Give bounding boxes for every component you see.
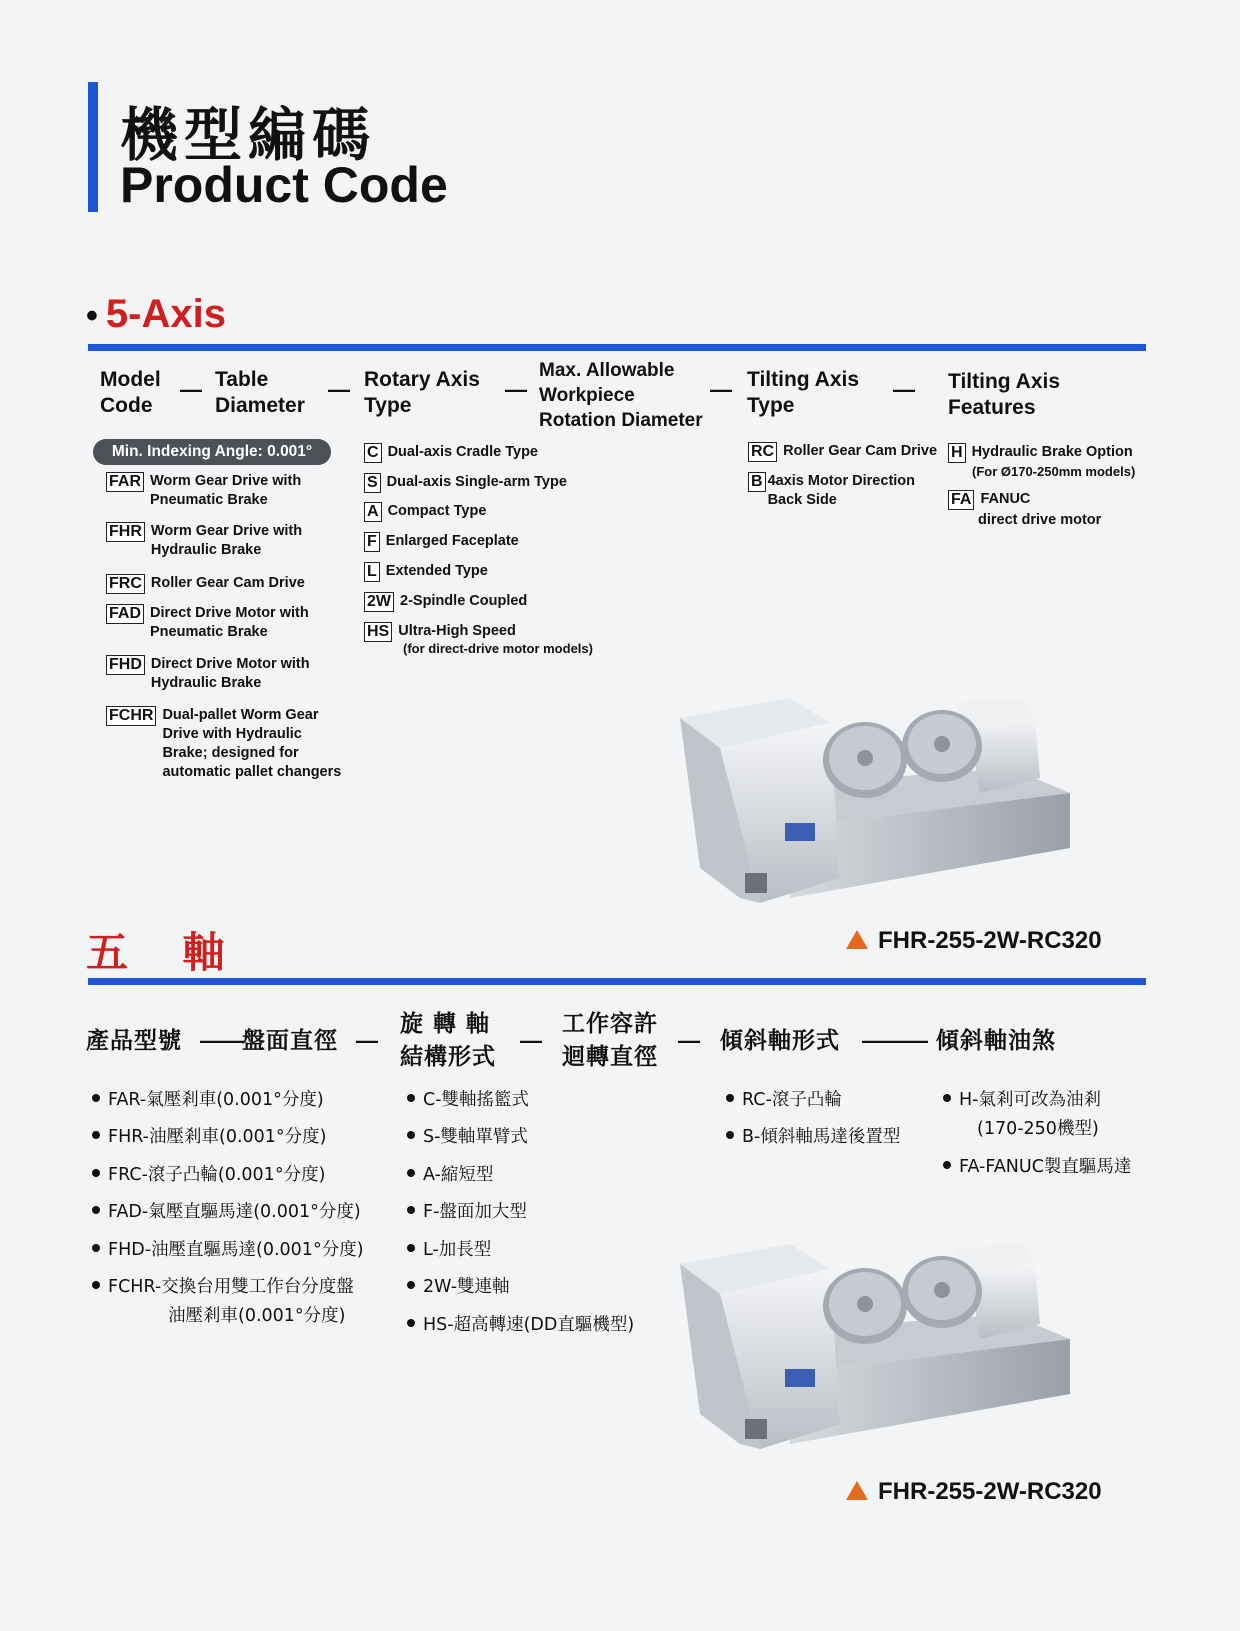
header-dash-5: — bbox=[893, 377, 915, 402]
zh-tilting-item: B-傾斜軸馬達後置型 bbox=[726, 1126, 900, 1148]
product-caption-2: FHR-255-2W-RC320 bbox=[846, 1478, 1102, 1506]
model-code-fad: FAD Direct Drive Motor with Pneumatic Brake bbox=[106, 604, 309, 642]
zh-header-features: 傾斜軸油煞 bbox=[936, 1028, 1056, 1054]
triangle-icon bbox=[846, 930, 868, 949]
header-max-allowable: Max. Allowable Workpiece Rotation Diameter bbox=[539, 360, 703, 431]
header-dash-4: — bbox=[710, 377, 732, 402]
zh-header-rotary: 旋 轉 軸 結構形式 bbox=[400, 1011, 496, 1070]
section-title-text: 5-Axis bbox=[105, 292, 226, 336]
rotary-type-a: A Compact Type bbox=[364, 502, 486, 522]
zh-model-item: FHR-油壓剎車(0.001°分度) bbox=[92, 1126, 327, 1148]
zh-rotary-item: HS-超高轉速(DD直驅機型) bbox=[407, 1314, 634, 1336]
zh-header-table: 盤面直徑 bbox=[242, 1028, 338, 1054]
header-dash-2: — bbox=[328, 377, 350, 402]
header-dash-3: — bbox=[505, 377, 527, 402]
zh-feature-item: H-氣剎可改為油剎 bbox=[943, 1089, 1101, 1111]
section-divider-en bbox=[88, 344, 1146, 351]
zh-model-item: FCHR-交換台用雙工作台分度盤 bbox=[92, 1276, 354, 1298]
header-tilting-axis-features: Tilting Axis Features bbox=[948, 370, 1061, 419]
triangle-icon bbox=[846, 1481, 868, 1500]
tilting-type-b: B 4axis Motor Direction Back Side bbox=[748, 472, 915, 510]
zh-rotary-item: C-雙軸搖籃式 bbox=[407, 1089, 529, 1111]
page-title-en: Product Code bbox=[120, 157, 448, 213]
zh-rotary-item: 2W-雙連軸 bbox=[407, 1276, 510, 1298]
tilting-feature-fa: FA FANUC bbox=[948, 490, 1030, 510]
header-dash-1: — bbox=[180, 377, 202, 402]
zh-tilting-item: RC-滾子凸輪 bbox=[726, 1089, 842, 1111]
rotary-type-c: C Dual-axis Cradle Type bbox=[364, 443, 538, 463]
header-table-diameter: Table Diameter bbox=[215, 368, 305, 417]
zh-header-dash-4: — bbox=[678, 1028, 700, 1053]
zh-header-dash-5: ——— bbox=[862, 1028, 928, 1053]
title-accent-bar bbox=[88, 82, 98, 212]
zh-model-item-continued: 油壓剎車(0.001°分度) bbox=[168, 1306, 346, 1326]
zh-header-dash-3: — bbox=[520, 1028, 542, 1053]
model-code-fhd: FHD Direct Drive Motor with Hydraulic Brake bbox=[106, 655, 310, 693]
section-divider-zh bbox=[88, 978, 1146, 985]
tilting-type-rc: RC Roller Gear Cam Drive bbox=[748, 442, 937, 462]
page-title-zh: 機型編碼 bbox=[120, 101, 377, 169]
model-code-fhr: FHR Worm Gear Drive with Hydraulic Brake bbox=[106, 522, 302, 560]
zh-rotary-item: F-盤面加大型 bbox=[407, 1201, 527, 1223]
zh-model-item: FHD-油壓直驅馬達(0.001°分度) bbox=[92, 1239, 364, 1261]
header-model-code: Model Code bbox=[100, 368, 161, 417]
rotary-type-2w: 2W 2-Spindle Coupled bbox=[364, 592, 527, 612]
tilting-feature-h-note: (For Ø170-250mm models) bbox=[972, 464, 1136, 479]
rotary-type-s: S Dual-axis Single-arm Type bbox=[364, 473, 567, 493]
product-image-fhr-255-2w-rc320 bbox=[680, 698, 1080, 928]
zh-header-dash-1: —— bbox=[200, 1028, 244, 1053]
zh-header-model: 產品型號 bbox=[86, 1028, 182, 1054]
min-indexing-badge: Min. Indexing Angle: 0.001° bbox=[93, 439, 331, 465]
model-code-far: FAR Worm Gear Drive with Pneumatic Brake bbox=[106, 472, 301, 510]
rotary-type-hs: HS Ultra-High Speed bbox=[364, 622, 516, 642]
model-code-frc: FRC Roller Gear Cam Drive bbox=[106, 574, 305, 594]
zh-header-tilting: 傾斜軸形式 bbox=[720, 1028, 840, 1054]
zh-rotary-item: A-縮短型 bbox=[407, 1164, 493, 1186]
zh-rotary-item: S-雙軸單臂式 bbox=[407, 1126, 528, 1148]
rotary-type-hs-note: (for direct-drive motor models) bbox=[403, 641, 593, 656]
product-caption-1: FHR-255-2W-RC320 bbox=[846, 927, 1102, 955]
tilting-feature-h: H Hydraulic Brake Option bbox=[948, 443, 1133, 463]
section-title-zh: 五 軸 bbox=[86, 928, 245, 977]
zh-feature-item: FA-FANUC製直驅馬達 bbox=[943, 1156, 1131, 1178]
zh-model-item: FAR-氣壓剎車(0.001°分度) bbox=[92, 1089, 324, 1111]
product-image-fhr-255-2w-rc320-2 bbox=[680, 1244, 1080, 1474]
zh-header-workpiece: 工作容許 迴轉直徑 bbox=[562, 1011, 658, 1070]
zh-model-item: FAD-氣壓直驅馬達(0.001°分度) bbox=[92, 1201, 361, 1223]
section-bullet: • bbox=[86, 297, 98, 335]
rotary-type-l: L Extended Type bbox=[364, 562, 488, 582]
tilting-feature-fa-note: direct drive motor bbox=[978, 512, 1102, 528]
header-tilting-axis-type: Tilting Axis Type bbox=[747, 368, 860, 417]
header-rotary-axis-type: Rotary Axis Type bbox=[364, 368, 480, 417]
zh-header-dash-2: — bbox=[356, 1028, 378, 1053]
zh-model-item: FRC-滾子凸輪(0.001°分度) bbox=[92, 1164, 325, 1186]
zh-rotary-item: L-加長型 bbox=[407, 1239, 491, 1261]
zh-feature-item-note: (170-250機型) bbox=[977, 1119, 1099, 1139]
rotary-type-f: F Enlarged Faceplate bbox=[364, 532, 519, 552]
section-title-en bbox=[86, 292, 226, 337]
model-code-fchr: FCHR Dual-pallet Worm Gear Drive with Hydraulic Brake; designed for automatic pallet changers bbox=[106, 706, 341, 782]
